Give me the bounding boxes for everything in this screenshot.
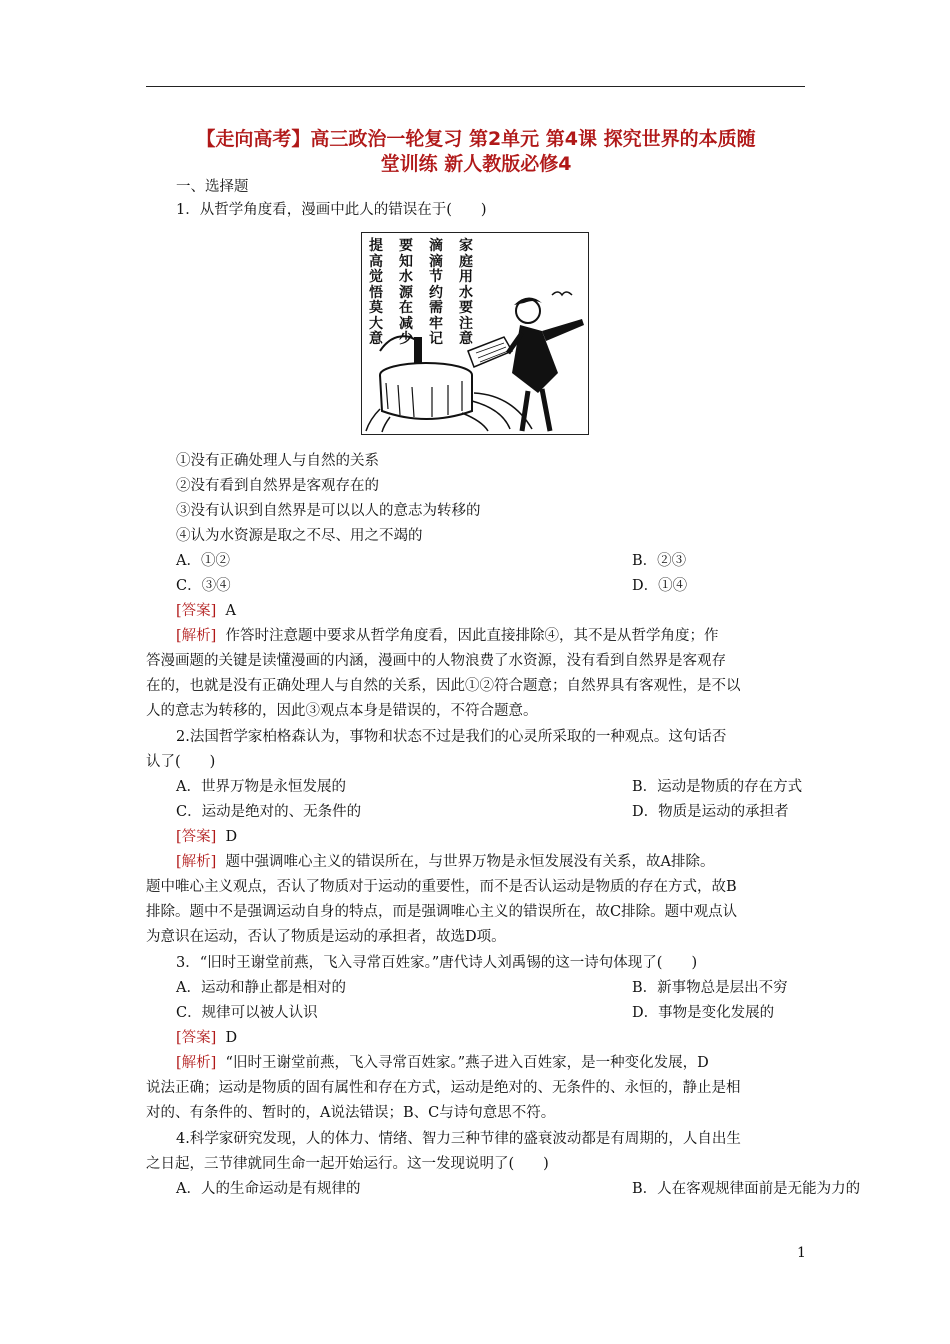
cartoon-char: 要 xyxy=(459,300,473,316)
header-rule xyxy=(146,86,805,87)
cartoon-illustration-icon xyxy=(362,233,587,433)
cartoon-char: 高 xyxy=(369,253,383,270)
q4-stem-line-2: 之日起，三节律就同生命一起开始运行。这一发现说明了( ) xyxy=(146,1156,549,1172)
cartoon-char: 减 xyxy=(399,315,413,332)
q1-analysis-line-1: [解析] 作答时注意题中要求从哲学角度看，因此直接排除④，其不是从哲学角度；作 xyxy=(176,628,719,644)
q1-option-d[interactable]: D．①④ xyxy=(632,578,688,594)
answer-tag: [答案] xyxy=(176,603,217,619)
cartoon-char: 庭 xyxy=(459,253,473,270)
cartoon-char: 约 xyxy=(429,284,443,301)
cartoon-char: 知 xyxy=(399,253,413,270)
q2-options-row-2 xyxy=(146,802,806,822)
q3-answer xyxy=(146,1028,806,1048)
q1-options-row-2 xyxy=(146,576,806,596)
analysis-tag: [解析] xyxy=(176,854,217,870)
page-title-line-1: 【走向高考】高三政治一轮复习 第2单元 第4课 探究世界的本质随 xyxy=(196,128,756,150)
q4-option-b[interactable]: B．人在客观规律面前是无能为力的 xyxy=(632,1181,861,1197)
q3-options-row-1 xyxy=(146,978,806,998)
q1-item-1: ①没有正确处理人与自然的关系 xyxy=(176,453,379,469)
q3-analysis-line-2: 说法正确；运动是物质的固有属性和存在方式，运动是绝对的、无条件的、永恒的，静止是相 xyxy=(146,1080,741,1096)
q4-stem-line-1: 4.科学家研究发现，人的体力、情绪、智力三种节律的盛衰波动都是有周期的，人自出生 xyxy=(176,1131,741,1147)
q2-analysis-line-4: 为意识在运动，否认了物质是运动的承担者，故选D项。 xyxy=(146,929,506,945)
q2-stem-line-2: 认了( ) xyxy=(146,754,216,770)
cartoon-char: 用 xyxy=(459,269,473,285)
cartoon-char: 家 xyxy=(459,238,473,254)
q2-option-c[interactable]: C．运动是绝对的、无条件的 xyxy=(176,804,362,820)
cartoon-char: 滴 xyxy=(429,253,443,270)
cartoon-char: 牢 xyxy=(429,315,443,332)
cartoon-char: 水 xyxy=(399,269,413,285)
cartoon-char: 莫 xyxy=(369,300,383,316)
q1-item-4: ④认为水资源是取之不尽、用之不竭的 xyxy=(176,528,423,544)
q1-stem: 1．从哲学角度看，漫画中此人的错误在于( ) xyxy=(176,202,487,218)
q1-option-b[interactable]: B．②③ xyxy=(632,553,687,569)
cartoon-char: 意 xyxy=(369,331,383,347)
q3-option-c[interactable]: C．规律可以被人认识 xyxy=(176,1005,318,1021)
answer-tag: [答案] xyxy=(176,829,217,845)
cartoon-char: 滴 xyxy=(429,238,443,254)
cartoon-char: 记 xyxy=(429,331,443,347)
answer-value: A xyxy=(225,603,237,619)
cartoon-char: 水 xyxy=(459,284,473,301)
cartoon-char: 意 xyxy=(459,331,473,347)
q3-options-row-2 xyxy=(146,1003,806,1023)
q3-analysis-line-3: 对的、有条件的、暂时的，A说法错误；B、C与诗句意思不符。 xyxy=(146,1105,556,1121)
q1-analysis-line-4: 人的意志为转移的，因此③观点本身是错误的，不符合题意。 xyxy=(146,703,538,719)
q4-options-row-1 xyxy=(146,1179,861,1199)
q3-analysis-line-1: [解析] “旧时王谢堂前燕，飞入寻常百姓家。”燕子进入百姓家，是一种变化发展，D xyxy=(176,1055,709,1071)
q1-option-c[interactable]: C．③④ xyxy=(176,578,231,594)
q2-stem-line-1: 2.法国哲学家柏格森认为，事物和状态不过是我们的心灵所采取的一种观点。这句话否 xyxy=(176,729,727,745)
q2-answer xyxy=(146,827,806,847)
cartoon-figure xyxy=(361,232,589,435)
cartoon-char: 源 xyxy=(399,284,413,301)
q2-option-d[interactable]: D．物质是运动的承担者 xyxy=(632,804,789,820)
q2-options-row-1 xyxy=(146,777,806,797)
q1-analysis-line-3: 在的，也就是没有正确处理人与自然的关系，因此①②符合题意；自然界具有客观性，是不以 xyxy=(146,678,741,694)
page-title-line-2: 堂训练 新人教版必修4 xyxy=(380,153,572,175)
q1-item-3: ③没有认识到自然界是可以以人的意志为转移的 xyxy=(176,503,481,519)
cartoon-char: 少 xyxy=(399,331,413,347)
q1-option-a[interactable]: A．①② xyxy=(176,553,230,569)
cartoon-char: 觉 xyxy=(369,269,383,285)
page-number: 1 xyxy=(797,1245,806,1261)
cartoon-char: 需 xyxy=(429,300,443,316)
q3-stem: 3．“旧时王谢堂前燕，飞入寻常百姓家。”唐代诗人刘禹锡的这一诗句体现了( ) xyxy=(176,955,698,971)
q4-option-a[interactable]: A．人的生命运动是有规律的 xyxy=(176,1181,361,1197)
q1-options-row-1 xyxy=(146,551,806,571)
cartoon-char: 大 xyxy=(369,315,383,332)
cartoon-char: 悟 xyxy=(369,284,383,301)
q3-option-b[interactable]: B．新事物总是层出不穷 xyxy=(632,980,788,996)
answer-value: D xyxy=(225,1030,238,1046)
q2-analysis-line-3: 排除。题中不是强调运动自身的特点，而是强调唯心主义的错误所在，故C排除。题中观点认 xyxy=(146,904,738,920)
analysis-tag: [解析] xyxy=(176,628,217,644)
q3-option-a[interactable]: A．运动和静止都是相对的 xyxy=(176,980,346,996)
section-heading: 一、选择题 xyxy=(176,179,249,195)
cartoon-char: 要 xyxy=(399,238,413,254)
cartoon-char: 注 xyxy=(459,315,473,332)
q3-option-d[interactable]: D．事物是变化发展的 xyxy=(632,1005,775,1021)
analysis-tag: [解析] xyxy=(176,1055,217,1071)
cartoon-char: 节 xyxy=(429,269,443,285)
q2-analysis-line-1: [解析] 题中强调唯心主义的错误所在，与世界万物是永恒发展没有关系，故A排除。 xyxy=(176,854,715,870)
answer-value: D xyxy=(225,829,238,845)
q1-answer xyxy=(146,601,806,621)
q1-analysis-line-2: 答漫画题的关键是读懂漫画的内涵，漫画中的人物浪费了水资源，没有看到自然界是客观存 xyxy=(146,653,726,669)
cartoon-char: 提 xyxy=(369,238,383,254)
q2-option-b[interactable]: B．运动是物质的存在方式 xyxy=(632,779,803,795)
q2-option-a[interactable]: A．世界万物是永恒发展的 xyxy=(176,779,346,795)
q1-item-2: ②没有看到自然界是客观存在的 xyxy=(176,478,379,494)
cartoon-char: 在 xyxy=(399,300,413,316)
q2-analysis-line-2: 题中唯心主义观点，否认了物质对于运动的重要性，而不是否认运动是物质的存在方式，故B xyxy=(146,879,737,895)
answer-tag: [答案] xyxy=(176,1030,217,1046)
